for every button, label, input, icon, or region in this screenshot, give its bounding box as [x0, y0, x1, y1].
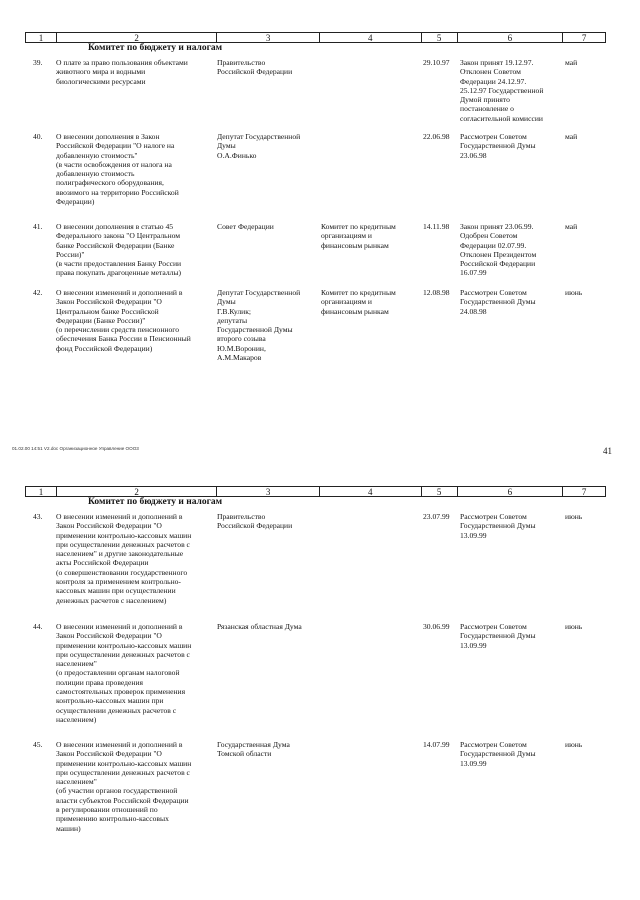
row-number: 43. [33, 512, 43, 521]
row-number: 40. [33, 132, 43, 141]
table-header-page2 [25, 486, 606, 497]
initiator: Рязанская областная Дума [217, 622, 302, 631]
row-number: 41. [33, 222, 43, 231]
row-number: 39. [33, 58, 43, 67]
date: 14.11.98 [423, 222, 450, 231]
month: июнь [565, 622, 583, 631]
bill-title: О внесении изменений и дополнений в Закон Российской Федерации "О применении контрольно-кассовых машин при осуществлении денежных расчетов с населением" (о предоставлении органам налоговой полиции права проведения самостоятельных проверок применения контрольно-кассовых машин при осуществлении денежных расчетов с населением) [56, 622, 192, 724]
status: Рассмотрен Советом Государственной Думы 23.06.98 [460, 132, 536, 160]
date: 30.06.99 [423, 622, 450, 631]
header-col-4: 4 [320, 33, 422, 42]
month: июнь [565, 512, 583, 521]
row-number: 42. [33, 288, 43, 297]
bill-title: О внесении дополнения в Закон Российской Федерации "О налоге на добавленную стоимость" (в части освобождения от налога на добавленную стоимость полиграфического оборудования, ввозимого на территорию Российской Федерации) [56, 132, 179, 207]
status: Закон принят 23.06.99. Одобрен Советом Федерации 02.07.99. Отклонен Президентом Российской Федерации 16.07.99 [460, 222, 537, 278]
status: Закон принят 19.12.97. Отклонен Советом Федерации 24.12.97. 25.12.97 Государственной Думой принято постановление о согласительной комиссии [460, 58, 544, 123]
bill-title: О внесении изменений и дополнений в Закон Российской Федерации "О применении контрольно-кассовых машин при осуществлении денежных расчетов с населением" (об участии органов государственной власти субъектов Российской Федерации в регулировании отношений по применению контрольно-кассовых машин) [56, 740, 192, 833]
bill-title: О внесении дополнения в статью 45 Федерального закона "О Центральном банке Российской Федерации (Банке России)" (в части предоставления Банку России права покупать драгоценные металлы) [56, 222, 182, 278]
bill-title: О плате за право пользования объектами животного мира и водными биологическими ресурсами [56, 58, 188, 86]
committee-title: Комитет по бюджету и налогам [88, 43, 223, 53]
header-col-1: 1 [26, 487, 57, 496]
initiator: Депутат Государственной Думы Г.В.Кулик; депутаты Государственной Думы второго созыва Ю.М.Воронин, А.М.Макаров [217, 288, 301, 363]
initiator: Правительство Российской Федерации [217, 58, 293, 77]
header-col-4: 4 [320, 487, 422, 496]
initiator: Депутат Государственной Думы О.А.Финько [217, 132, 301, 160]
bill-title: О внесении изменений и дополнений в Закон Российской Федерации "О Центральном банке Российской Федерации (Банке России)" (о перечислении средств пенсионного обеспечения Банка России в Пенсионный фонд Российской Федерации) [56, 288, 191, 353]
initiator: Совет Федерации [217, 222, 274, 231]
bill-title: О внесении изменений и дополнений в Закон Российской Федерации "О применении контрольно-кассовых машин при осуществлении денежных расчетов с населением" и другие законодательные акты Российской Федерации (о совершенствовании государственного контроля за применением контрольно- кассовых машин при осуществлении денежных расчетов с населением) [56, 512, 192, 605]
committee-title: Комитет по бюджету и налогам [88, 497, 223, 507]
header-col-3: 3 [217, 33, 320, 42]
month: июнь [565, 288, 583, 297]
header-col-7: 7 [581, 33, 587, 43]
status: Рассмотрен Советом Государственной Думы 13.09.99 [460, 622, 536, 650]
header-col-6: 6 [458, 33, 564, 42]
header-col-1: 1 [26, 33, 57, 42]
page-number: 41 [603, 446, 612, 456]
month: май [565, 222, 578, 231]
status: Рассмотрен Советом Государственной Думы 13.09.99 [460, 512, 536, 540]
header-col-2: 2 [57, 33, 217, 42]
row-number: 45. [33, 740, 43, 749]
month: май [565, 132, 578, 141]
status: Рассмотрен Советом Государственной Думы 13.09.99 [460, 740, 536, 768]
date: 12.08.98 [423, 288, 450, 297]
header-col-5: 5 [422, 33, 458, 42]
responsible-committee: Комитет по кредитным организациям и финансовым рынкам [321, 222, 396, 250]
responsible-committee: Комитет по кредитным организациям и финансовым рынкам [321, 288, 396, 316]
header-col-6: 6 [458, 487, 564, 496]
header-col-3: 3 [217, 487, 320, 496]
row-number: 44. [33, 622, 43, 631]
initiator: Правительство Российской Федерации [217, 512, 293, 531]
status: Рассмотрен Советом Государственной Думы 24.08.98 [460, 288, 536, 316]
date: 23.07.99 [423, 512, 450, 521]
document-footer-note: 01.02.00 14:51 V2.doc Организационное Управление ООО3 [12, 446, 139, 451]
header-col-7: 7 [581, 487, 587, 497]
header-col-2: 2 [57, 487, 217, 496]
date: 29.10.97 [423, 58, 450, 67]
initiator: Государственная Дума Томской области [217, 740, 290, 759]
month: май [565, 58, 578, 67]
table-header-page1 [25, 32, 606, 43]
month: июнь [565, 740, 583, 749]
date: 22.06.98 [423, 132, 450, 141]
header-col-5: 5 [422, 487, 458, 496]
date: 14.07.99 [423, 740, 450, 749]
